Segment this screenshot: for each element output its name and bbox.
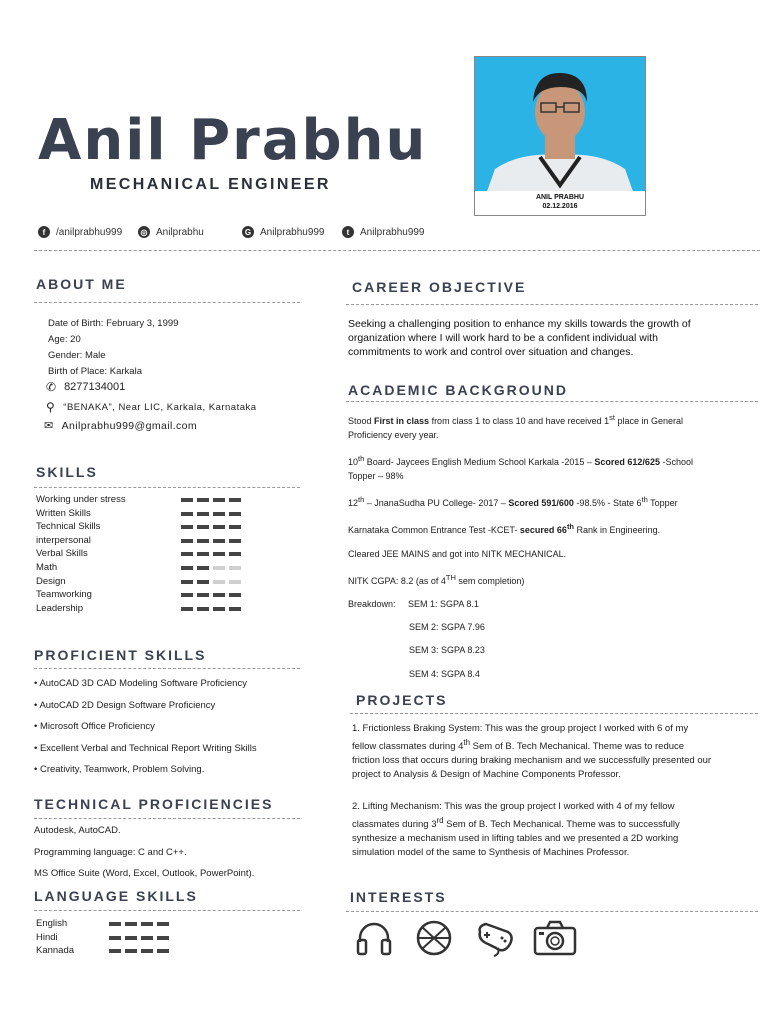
skill-level-segment — [229, 566, 241, 570]
skill-level-segment — [181, 580, 193, 584]
skill-level-segment — [229, 593, 241, 597]
skill-label: Written Skills — [36, 507, 91, 519]
skill-level-segment — [213, 498, 225, 502]
academic-item-kcet: Karnataka Common Entrance Test -KCET- secured 66th Rank in Engineering. — [348, 522, 661, 535]
skill-row — [36, 521, 266, 535]
academic-sem-4: SEM 4: SGPA 8.4 — [409, 669, 480, 679]
social-instagram[interactable] — [138, 226, 204, 238]
objective-divider — [346, 304, 758, 305]
proficient-heading: PROFICIENT SKILLS — [34, 647, 207, 663]
camera-icon — [532, 918, 578, 958]
technical-divider — [34, 818, 300, 819]
about-gender: Gender: Male — [48, 350, 106, 361]
google-plus-icon: G — [242, 226, 254, 238]
photo-caption-date: 02.12.2016 — [542, 203, 578, 210]
academic-item-jee: Cleared JEE MAINS and got into NITK MECHANICAL. — [348, 549, 567, 559]
skill-row — [36, 576, 266, 590]
twitter-icon: t — [342, 226, 354, 238]
skill-level-segment — [157, 949, 169, 953]
instagram-icon: ◎ — [138, 226, 150, 238]
skill-level-segment — [181, 539, 193, 543]
skill-row — [36, 535, 266, 549]
skill-level-segment — [213, 580, 225, 584]
skill-level-segment — [213, 566, 225, 570]
proficient-item: • Creativity, Teamwork, Problem Solving. — [34, 764, 205, 775]
skill-level-segment — [157, 936, 169, 940]
skill-label: Teamworking — [36, 589, 92, 601]
skill-level-segment — [181, 566, 193, 570]
skill-level-segment — [197, 566, 209, 570]
skill-level-segment — [197, 580, 209, 584]
photo-caption — [475, 191, 645, 215]
about-details — [48, 316, 178, 380]
projects-heading: PROJECTS — [356, 692, 448, 708]
skill-level-segment — [229, 607, 241, 611]
technical-item: MS Office Suite (Word, Excel, Outlook, PowerPoint). — [34, 868, 255, 879]
skill-level-bar — [109, 922, 169, 926]
social-google-plus-text: Anilprabhu999 — [260, 226, 325, 238]
skill-level-segment — [109, 949, 121, 953]
about-divider — [34, 302, 300, 303]
skill-level-segment — [229, 552, 241, 556]
phone-icon: ✆ — [46, 380, 57, 394]
social-twitter-text: Anilprabhu999 — [360, 226, 425, 238]
skill-level-segment — [157, 922, 169, 926]
name-heading: Anil Prabhu — [38, 108, 428, 173]
skill-level-bar — [181, 607, 241, 611]
interests-divider — [346, 911, 758, 912]
profile-photo — [474, 56, 646, 216]
skill-level-segment — [197, 552, 209, 556]
skill-level-bar — [109, 949, 169, 953]
projects-divider — [350, 713, 758, 714]
skill-label: Kannada — [36, 945, 75, 956]
language-heading: LANGUAGE SKILLS — [34, 888, 198, 904]
header-divider — [34, 250, 760, 251]
academic-sem-3: SEM 3: SGPA 8.23 — [409, 645, 485, 655]
language-divider — [34, 910, 300, 911]
skill-level-segment — [181, 552, 193, 556]
about-heading: ABOUT ME — [36, 276, 127, 292]
about-address — [46, 400, 257, 414]
project-1: 1. Frictionless Braking System: This was the group project I worked with 6 of my fellow classmates during 4th Sem of B. Tech Mechanical. Theme was to reduce friction loss that occurs during braking mechanism and we successfully presented our project to Analysis & Design of Machine Components Professor. — [352, 723, 712, 781]
technical-item: Programming language: C and C++. — [34, 846, 187, 858]
skill-row — [36, 918, 266, 932]
interests-heading: INTERESTS — [350, 889, 447, 905]
skill-label: interpersonal — [36, 534, 91, 546]
skill-level-segment — [181, 593, 193, 597]
basketball-icon — [414, 918, 454, 958]
skill-level-segment — [213, 607, 225, 611]
proficient-item: • AutoCAD 2D Design Software Proficiency — [34, 699, 216, 711]
objective-heading: CAREER OBJECTIVE — [352, 279, 527, 295]
skill-level-segment — [213, 539, 225, 543]
about-email[interactable] — [44, 419, 197, 432]
social-google-plus[interactable] — [242, 226, 325, 238]
technical-heading: TECHNICAL PROFICIENCIES — [34, 796, 274, 812]
skill-label: Working under stress — [36, 494, 126, 505]
skill-level-segment — [141, 922, 153, 926]
skill-level-segment — [109, 922, 121, 926]
skills-heading: SKILLS — [36, 464, 98, 480]
academic-item-cgpa: NITK CGPA: 8.2 (as of 4TH sem completion) — [348, 573, 525, 586]
skill-level-segment — [125, 936, 137, 940]
academic-item-10th: 10th Board- Jaycees English Medium School Karkala -2015 – Scored 612/625 -School Topper – 98% — [348, 454, 693, 481]
academic-heading: ACADEMIC BACKGROUND — [348, 382, 568, 398]
academic-list — [348, 411, 718, 588]
academic-breakdown-label: Breakdown: — [348, 599, 396, 609]
skill-level-segment — [213, 512, 225, 516]
about-age: Age: 20 — [48, 334, 81, 345]
social-facebook-text: /anilprabhu999 — [56, 226, 123, 238]
skill-level-segment — [229, 580, 241, 584]
technical-item: Autodesk, AutoCAD. — [34, 825, 121, 836]
skill-level-segment — [181, 607, 193, 611]
proficient-item: • Excellent Verbal and Technical Report Writing Skills — [34, 742, 257, 754]
skill-level-segment — [197, 498, 209, 502]
skill-row — [36, 589, 266, 603]
skill-level-segment — [229, 512, 241, 516]
photo-caption-name: ANIL PRABHU — [535, 194, 585, 201]
technical-list — [34, 820, 254, 885]
skill-level-segment — [213, 552, 225, 556]
skill-label: Verbal Skills — [36, 548, 88, 560]
skill-level-segment — [229, 525, 241, 529]
mail-icon: ✉ — [44, 420, 54, 432]
about-email-text: Anilprabhu999@gmail.com — [61, 419, 198, 432]
skill-label: Math — [36, 562, 58, 573]
skill-level-segment — [181, 525, 193, 529]
skill-level-bar — [181, 512, 241, 516]
skill-label: Hindi — [36, 931, 58, 943]
skill-level-bar — [181, 580, 241, 584]
proficient-item: • Microsoft Office Proficiency — [34, 721, 155, 732]
skill-level-bar — [181, 539, 241, 543]
skill-level-segment — [141, 949, 153, 953]
skill-level-bar — [181, 498, 241, 502]
objective-text: Seeking a challenging position to enhance my skills towards the growth of organization where I will work hard to be a confident individual with commitments to work and control over situation and changes. — [348, 318, 691, 358]
skill-row — [36, 562, 266, 576]
skill-row — [36, 494, 266, 508]
academic-divider — [346, 401, 758, 402]
skill-label: Design — [36, 575, 66, 587]
skills-divider — [34, 487, 300, 488]
skill-level-segment — [125, 922, 137, 926]
skill-row — [36, 932, 266, 946]
gamepad-icon — [474, 918, 518, 958]
skill-level-segment — [197, 593, 209, 597]
skill-level-segment — [197, 525, 209, 529]
skill-level-bar — [181, 525, 241, 529]
skill-label: Leadership — [36, 602, 84, 614]
skill-level-bar — [109, 936, 169, 940]
social-facebook[interactable] — [38, 226, 122, 238]
skill-level-segment — [213, 525, 225, 529]
about-birthplace: Birth of Place: Karkala — [48, 366, 142, 377]
role-subtitle: MECHANICAL ENGINEER — [90, 176, 331, 193]
skill-label: English — [36, 918, 68, 929]
about-phone-text: 8277134001 — [64, 381, 126, 393]
skill-row — [36, 945, 266, 959]
skill-row — [36, 508, 266, 522]
skill-level-segment — [109, 936, 121, 940]
skill-row — [36, 603, 266, 617]
proficient-list — [34, 673, 257, 781]
proficient-item: • AutoCAD 3D CAD Modeling Software Proficiency — [34, 678, 247, 689]
skill-level-segment — [141, 936, 153, 940]
social-twitter[interactable] — [342, 226, 425, 238]
academic-item-12th: 12th – JnanaSudha PU College- 2017 – Scored 591/600 -98.5% - State 6th Topper — [348, 495, 678, 508]
location-pin-icon: ⚲ — [46, 400, 56, 414]
academic-sem-2: SEM 2: SGPA 7.96 — [409, 622, 485, 632]
skill-level-segment — [229, 539, 241, 543]
skill-level-segment — [197, 607, 209, 611]
skill-level-segment — [181, 498, 193, 502]
about-address-text: “BENAKA”, Near LIC, Karkala, Karnataka — [63, 401, 257, 413]
skill-level-segment — [229, 498, 241, 502]
project-2: 2. Lifting Mechanism: This was the group project I worked with 4 of my fellow classmates during 3rd Sem of B. Tech Mechanical. Theme was to successfully synthesize a mechanism used in lifting tables and we presented a 2D working simulation model of the same to Synthesis of Machines Professor. — [352, 801, 680, 859]
proficient-divider — [34, 668, 300, 669]
about-dob: Date of Birth: February 3, 1999 — [48, 318, 179, 329]
facebook-icon: f — [38, 226, 50, 238]
about-phone — [46, 380, 125, 394]
skill-level-segment — [125, 949, 137, 953]
academic-sem-1: SEM 1: SGPA 8.1 — [408, 599, 479, 609]
skill-level-bar — [181, 566, 241, 570]
person-portrait-icon — [475, 57, 645, 197]
skill-level-segment — [181, 512, 193, 516]
headphones-icon — [354, 918, 394, 958]
skill-level-bar — [181, 593, 241, 597]
skill-level-segment — [197, 539, 209, 543]
skill-level-segment — [197, 512, 209, 516]
skill-row — [36, 548, 266, 562]
academic-item-first-in-class: Stood First in class from class 1 to class 10 and have received 1st place in General Proficiency every year. — [348, 413, 684, 440]
skill-label: Technical Skills — [36, 521, 101, 533]
social-instagram-text: Anilprabhu — [156, 226, 204, 238]
skill-level-bar — [181, 552, 241, 556]
skill-level-segment — [213, 593, 225, 597]
